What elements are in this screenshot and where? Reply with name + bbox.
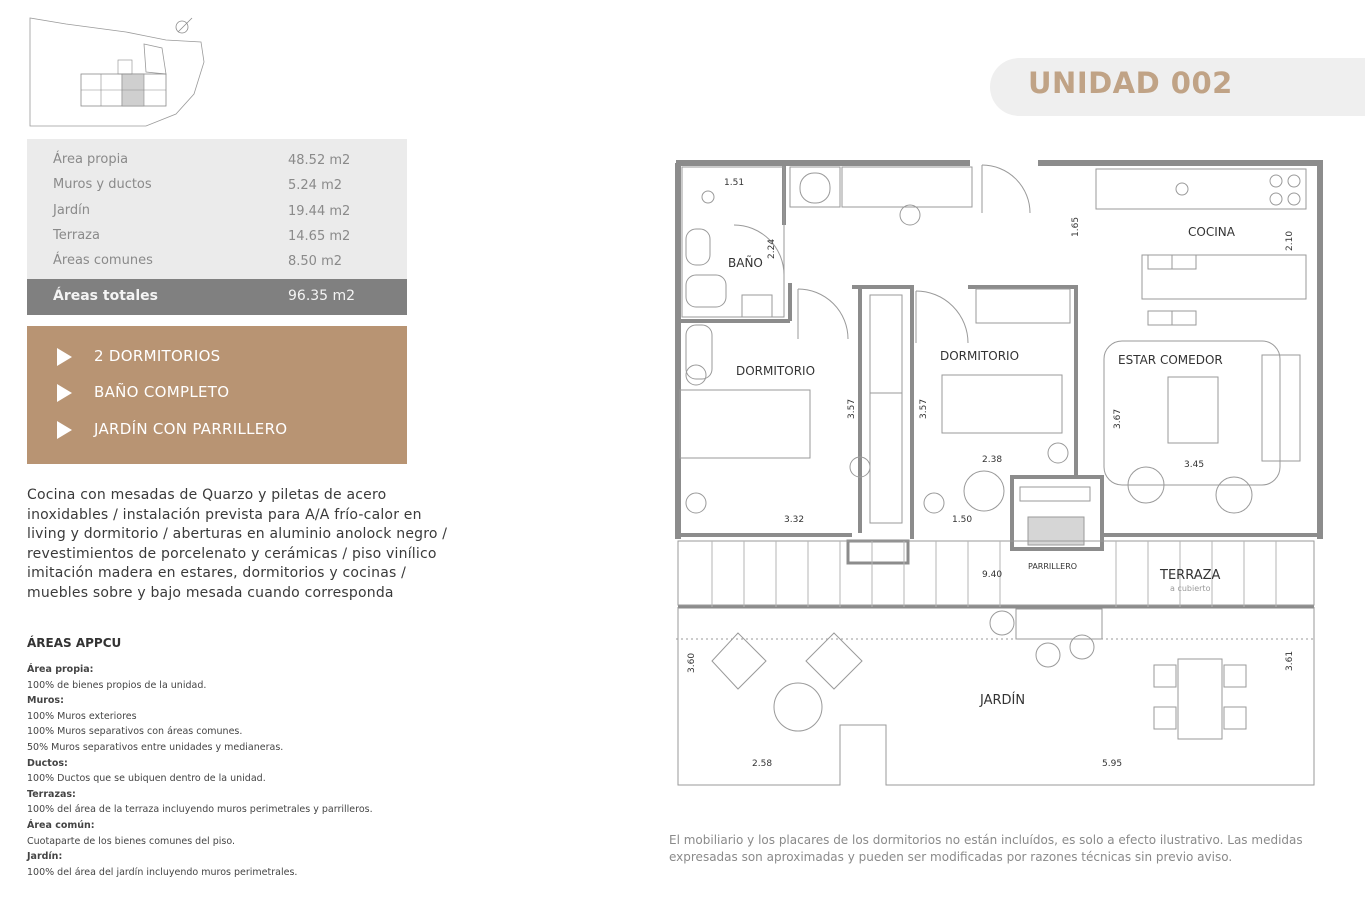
play-triangle-icon	[57, 421, 72, 439]
dimension-label: 2.38	[982, 455, 1003, 465]
dimension-label: 5.95	[1102, 759, 1123, 769]
appcu-line: 100% de bienes propios de la unidad.	[27, 679, 207, 691]
appcu-line: 100% Muros separativos con áreas comunes.	[27, 726, 243, 738]
room-label-dormitorio-2: DORMITORIO	[940, 349, 1020, 363]
dimension-label: 3.32	[784, 515, 805, 525]
feature-label: BAÑO COMPLETO	[94, 383, 230, 401]
area-value: 19.44 m2	[288, 204, 351, 219]
area-row	[27, 173, 407, 198]
unit-title-badge	[990, 58, 1365, 116]
appcu-line: 100% del área del jardín incluyendo muros perimetrales.	[27, 866, 298, 878]
feature-item	[27, 416, 407, 446]
dimension-label: 1.65	[1071, 216, 1081, 237]
dimension-label: 3.67	[1113, 408, 1123, 429]
play-triangle-icon	[57, 384, 72, 402]
room-label-bano: BAÑO	[728, 256, 763, 270]
area-label: Terraza	[53, 228, 100, 243]
appcu-heading: Muros:	[27, 695, 64, 707]
dimension-label: 2.58	[752, 759, 773, 769]
area-row	[27, 224, 407, 249]
disclaimer-text: El mobiliario y los placares de los dormitorios no están incluídos, es solo a efecto ilustrativo. Las medidas expresadas son aproximadas y pueden ser modificadas por razones técnicas sin previo aviso.	[669, 833, 1303, 864]
dimension-label: 3.57	[847, 398, 857, 419]
dimension-label: 9.40	[982, 570, 1003, 580]
appcu-heading: Área propia:	[27, 664, 94, 675]
unit-description: Cocina con mesadas de Quarzo y piletas de acero inoxidables / instalación prevista para A/A frío-calor en living y dormitorio / aberturas en aluminio anolock negro / revestimientos de porcelenato y cerámicas / piso vinílico imitación madera en estares, dormitorios y cocinas / muebles sobre y bajo mesada cuando corresponda	[27, 487, 448, 601]
feature-item	[27, 343, 407, 373]
room-label-estar-comedor: ESTAR COMEDOR	[1118, 353, 1223, 367]
area-total-row	[27, 279, 407, 315]
play-triangle-icon	[57, 348, 72, 366]
appcu-line: 100% del área de la terraza incluyendo muros perimetrales y parrilleros.	[27, 804, 373, 816]
area-row	[27, 199, 407, 224]
feature-item	[27, 379, 407, 409]
room-label-terraza-sub: a cubierto	[1170, 584, 1211, 593]
area-label: Muros y ductos	[53, 177, 152, 192]
dimension-label: 1.50	[952, 515, 973, 525]
room-label-parrillero: PARRILLERO	[1028, 562, 1078, 571]
dimension-label: 3.60	[687, 652, 697, 673]
appcu-heading: Área común:	[27, 819, 95, 831]
appcu-list	[27, 662, 477, 880]
area-label: Área propia	[53, 152, 129, 167]
area-label: Jardín	[53, 203, 91, 218]
feature-label: JARDÍN CON PARRILLERO	[94, 420, 288, 438]
area-row	[27, 249, 407, 274]
areas-table	[27, 139, 407, 315]
floor-plan	[672, 155, 1332, 795]
area-value: 8.50 m2	[288, 254, 343, 269]
appcu-heading: Ductos:	[27, 757, 68, 769]
area-value: 48.52 m2	[288, 153, 351, 168]
dimension-label: 3.45	[1184, 460, 1205, 470]
appcu-line: Cuotaparte de los bienes comunes del piso.	[27, 835, 235, 847]
area-label: Áreas comunes	[53, 253, 153, 268]
appcu-line: 100% Ductos que se ubiquen dentro de la unidad.	[27, 773, 266, 785]
area-total-label: Áreas totales	[53, 288, 158, 304]
appcu-heading: Terrazas:	[27, 788, 76, 800]
area-value: 5.24 m2	[288, 178, 343, 193]
dimension-label: 1.51	[724, 178, 745, 188]
appcu-line: 100% Muros exteriores	[27, 710, 137, 722]
room-label-jardin: JARDÍN	[980, 693, 1026, 708]
area-total-value: 96.35 m2	[288, 288, 356, 304]
north-arrow-icon	[176, 21, 188, 33]
unit-title: UNIDAD 002	[1028, 66, 1233, 100]
room-label-dormitorio-1: DORMITORIO	[736, 364, 816, 378]
dimension-label: 2.24	[767, 238, 777, 259]
dimension-label: 3.61	[1285, 650, 1295, 671]
appcu-heading: Jardín:	[27, 851, 63, 863]
room-label-terraza: TERRAZA	[1160, 568, 1221, 583]
area-value: 14.65 m2	[288, 229, 351, 244]
dimension-label: 3.57	[919, 398, 929, 419]
features-box	[27, 326, 407, 464]
appcu-title: ÁREAS APPCU	[27, 636, 122, 650]
room-label-cocina: COCINA	[1188, 225, 1235, 239]
feature-label: 2 DORMITORIOS	[94, 347, 221, 365]
area-row	[27, 148, 407, 173]
appcu-line: 50% Muros separativos entre unidades y medianeras.	[27, 741, 284, 753]
key-plan-diagram	[26, 14, 216, 134]
dimension-label: 2.10	[1285, 230, 1295, 251]
